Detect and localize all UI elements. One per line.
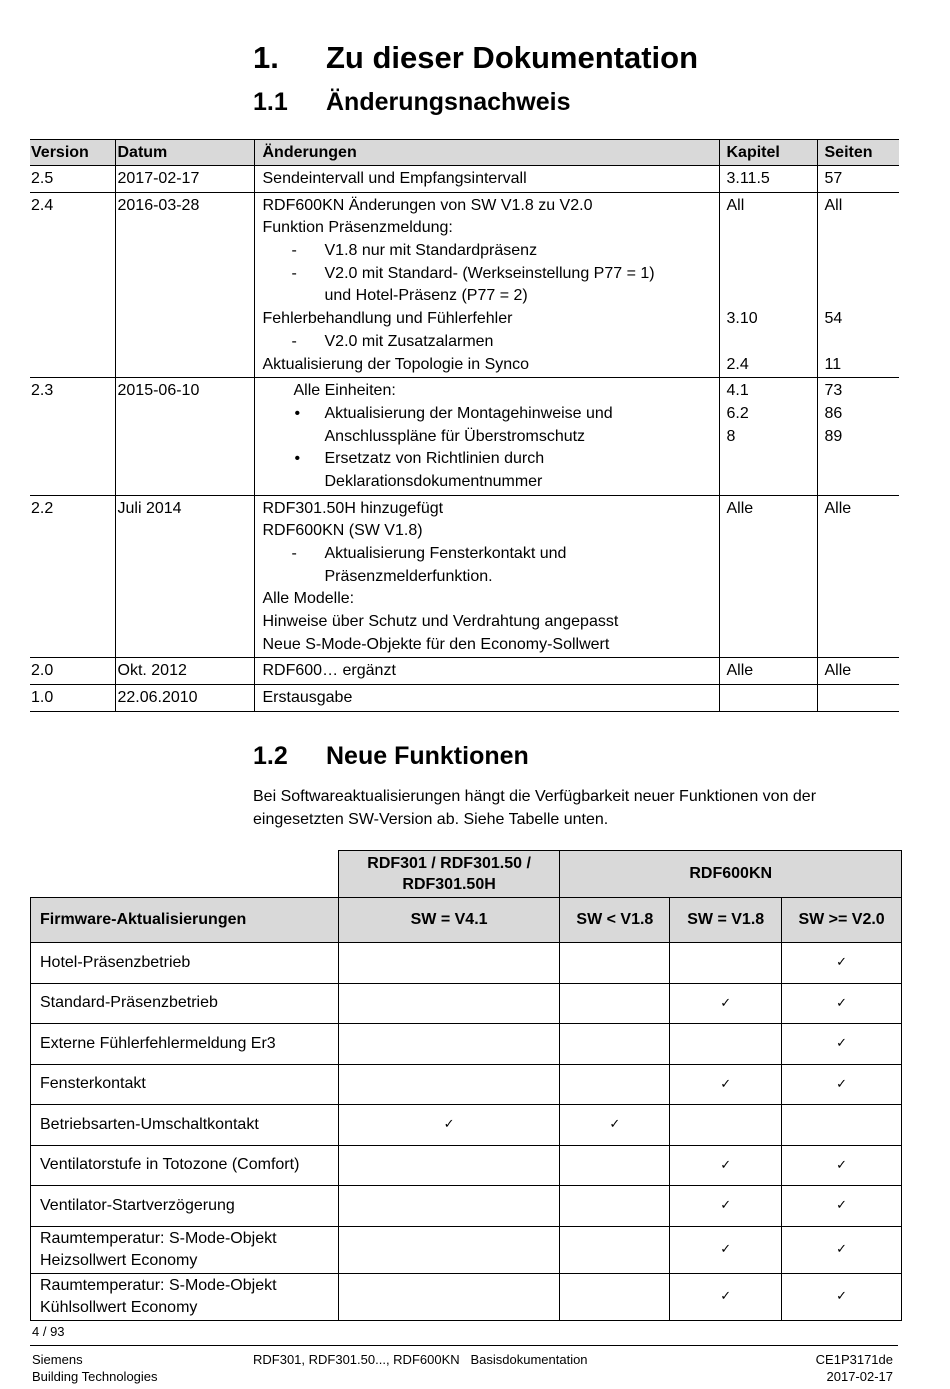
support-cell [560,983,670,1024]
change-line [263,263,717,286]
date-cell: 2017-02-17 [115,166,254,193]
feature-name: Raumtemperatur: S-Mode-Objekt [40,1229,277,1247]
change-line [263,471,717,494]
checkmark-icon: ✓ [836,1036,848,1052]
feature-name: Betriebsarten-Umschaltkontakt [40,1115,259,1133]
support-cell [782,1226,902,1273]
support-cell [560,1024,670,1065]
change-text: Alle Einheiten: [293,382,396,400]
empty-corner-cell [31,851,339,898]
section-number: 1.1 [253,88,288,116]
doc-date: 2017-02-17 [826,1369,893,1384]
date-cell: 2016-03-28 [115,192,254,378]
support-cell [338,1226,560,1273]
support-cell [782,1186,902,1227]
company-division: Building Technologies [32,1369,158,1384]
change-text: Sendeintervall und Empfangsintervall [262,170,527,187]
support-cell [560,1226,670,1273]
support-cell [670,943,782,984]
pages-value: 89 [824,427,843,445]
table-row [30,192,899,378]
checkmark-icon: ✓ [836,1157,848,1173]
checkmark-icon: ✓ [443,1117,455,1133]
change-line [263,403,717,426]
change-line [263,168,717,191]
dash-marker: - [291,264,297,282]
change-text: Alle Modelle: [262,590,355,608]
table-row [31,1186,902,1227]
version-header: SW >= V2.0 [782,898,902,943]
changes-cell [254,658,719,685]
support-cell [560,1186,670,1227]
support-cell [338,1105,560,1146]
table-row [31,943,902,984]
change-line [263,380,717,403]
support-cell [670,1226,782,1273]
feature-name-cell [31,943,339,984]
change-text: V2.0 mit Zusatzalarmen [324,332,494,350]
chapter-value: Alle [726,662,754,680]
feature-name: Kühlsollwert Economy [40,1298,198,1316]
changes-cell [254,685,719,712]
date-cell: 22.06.2010 [115,685,254,712]
chapter-value: 2.4 [726,355,749,373]
footer-doc-title: RDF301, RDF301.50..., RDF600KN Basisdokumentation [253,1352,588,1367]
change-line [263,331,717,354]
version-header: SW = V4.1 [338,898,560,943]
section-1-heading [253,40,698,76]
chapter-value: 6.2 [726,404,749,422]
intro-paragraph [253,786,816,831]
intro-line: eingesetzten SW-Version ab. Siehe Tabelle unten. [253,810,609,828]
pages-value: 57 [824,170,843,187]
change-line [263,634,717,657]
support-cell [338,1024,560,1065]
pages-value: 54 [824,310,843,328]
support-cell [338,943,560,984]
support-cell [560,1145,670,1186]
change-line [263,426,717,449]
change-text: Präsenzmelderfunktion. [324,567,493,585]
section-number: 1. [253,40,279,75]
feature-name: Standard-Präsenzbetrieb [40,994,218,1012]
table-row [30,685,899,712]
firmware-updates-header: Firmware-Aktualisierungen [31,898,339,943]
table-row [30,378,899,495]
change-text: Aktualisierung der Montagehinweise und [324,404,613,422]
feature-group-row [31,851,902,898]
support-cell [560,1064,670,1105]
pages-cell [817,192,899,378]
bullet-marker: • [294,450,301,468]
table-row [30,658,899,685]
change-text: RDF301.50H hinzugefügt [262,499,444,517]
chapter-cell [719,192,817,378]
support-cell [782,1105,902,1146]
column-header: Version [30,140,115,166]
support-cell [670,1186,782,1227]
changes-cell [254,166,719,193]
feature-name-cell [31,983,339,1024]
column-header: Kapitel [719,140,817,166]
change-line [263,611,717,634]
support-cell [782,983,902,1024]
feature-name-cell [31,1226,339,1273]
support-cell [782,1273,902,1320]
feature-name: Ventilator-Startverzögerung [40,1196,235,1214]
change-text: RDF600… ergänzt [262,662,396,680]
feature-name-cell [31,1105,339,1146]
chapter-cell [719,378,817,495]
support-cell [338,1145,560,1186]
section-1-2-heading [253,742,529,771]
change-text: Neue S-Mode-Objekte für den Economy-Sollwert [262,635,610,653]
change-text: Anschlusspläne für Überstromschutz [324,427,586,445]
change-text: Hinweise über Schutz und Verdrahtung angepasst [262,613,619,631]
pages-value: All [824,196,843,214]
section-title: Zu dieser Dokumentation [326,40,699,75]
table-row [31,1145,902,1186]
support-cell [782,943,902,984]
version-header: SW = V1.8 [670,898,782,943]
feature-name: Hotel-Präsenzbetrieb [40,953,191,971]
chapter-cell [719,495,817,658]
support-cell [560,1105,670,1146]
table-row [31,1105,902,1146]
dash-marker: - [291,545,297,563]
change-line [263,588,717,611]
chapter-value: 3.11.5 [726,170,770,187]
chapter-value: 3.10 [726,310,758,328]
change-line [263,195,717,218]
table-row [31,1024,902,1065]
pages-value: Alle [824,499,852,517]
pages-value: 86 [824,404,843,422]
support-cell [782,1024,902,1065]
feature-name-cell [31,1273,339,1320]
pages-value: 73 [824,382,843,400]
version-cell: 2.5 [30,166,115,193]
support-cell [338,983,560,1024]
feature-name-cell [31,1186,339,1227]
change-line [263,660,717,683]
date-cell: Juli 2014 [115,495,254,658]
change-line [263,308,717,331]
checkmark-icon: ✓ [720,995,732,1011]
footer-company [32,1351,158,1385]
checkmark-icon: ✓ [720,1288,732,1304]
dash-marker: - [291,332,297,350]
checkmark-icon: ✓ [836,1198,848,1214]
version-cell: 2.0 [30,658,115,685]
change-text: Aktualisierung Fensterkontakt und [324,545,567,563]
checkmark-icon: ✓ [720,1076,732,1092]
pages-cell [817,378,899,495]
revision-history-table [30,139,899,712]
change-text: Deklarationsdokumentnummer [324,472,543,490]
change-line [263,498,717,521]
checkmark-icon: ✓ [720,1198,732,1214]
section-title: Neue Funktionen [326,742,529,770]
checkmark-icon: ✓ [836,1288,848,1304]
changes-cell [254,495,719,658]
section-number: 1.2 [253,742,288,770]
table-row [31,983,902,1024]
change-text: Funktion Präsenzmeldung: [262,219,453,237]
change-line [263,448,717,471]
section-1-1-heading [253,88,571,117]
table-row [31,1064,902,1105]
feature-version-row [31,898,902,943]
pages-value: 11 [824,355,842,373]
change-text: Erstausgabe [262,689,353,707]
change-line [263,354,717,377]
bullet-marker: • [294,404,301,422]
support-cell [782,1145,902,1186]
change-line [263,285,717,308]
change-text: RDF600KN (SW V1.8) [262,522,423,540]
checkmark-icon: ✓ [836,1241,848,1257]
column-header: Seiten [817,140,899,166]
group-header-rdf600: RDF600KN [560,851,902,898]
table-row [31,1226,902,1273]
support-cell [670,1105,782,1146]
change-text: Aktualisierung der Topologie in Synco [262,355,530,373]
pages-cell [817,658,899,685]
table-header-row [30,140,899,166]
feature-name: Externe Fühlerfehlermeldung Er3 [40,1034,276,1052]
table-row [30,495,899,658]
change-text: Fehlerbehandlung und Fühlerfehler [262,310,513,328]
checkmark-icon: ✓ [836,995,848,1011]
feature-name: Heizsollwert Economy [40,1251,198,1269]
support-cell [338,1064,560,1105]
support-cell [670,1273,782,1320]
support-cell [560,1273,670,1320]
version-cell: 2.4 [30,192,115,378]
checkmark-icon: ✓ [836,955,848,971]
chapter-value: 8 [726,427,736,445]
table-row [31,1273,902,1320]
support-cell [560,943,670,984]
support-cell [338,1273,560,1320]
version-cell: 2.3 [30,378,115,495]
change-text: V1.8 nur mit Standardpräsenz [324,242,538,260]
chapter-value: All [726,196,745,214]
changes-cell [254,192,719,378]
version-cell: 2.2 [30,495,115,658]
checkmark-icon: ✓ [836,1076,848,1092]
section-title: Änderungsnachweis [326,88,571,116]
company-name: Siemens [32,1352,83,1367]
feature-table [30,850,902,1321]
version-cell: 1.0 [30,685,115,712]
support-cell [782,1064,902,1105]
feature-name-cell [31,1064,339,1105]
footer-rule [30,1345,898,1346]
changes-cell [254,378,719,495]
chapter-cell [719,685,817,712]
feature-name-cell [31,1145,339,1186]
support-cell [670,1024,782,1065]
footer-doc-meta [816,1351,893,1385]
table-row [30,166,899,193]
intro-line: Bei Softwareaktualisierungen hängt die Verfügbarkeit neuer Funktionen von der [253,788,817,805]
change-line [263,217,717,240]
pages-cell [817,685,899,712]
feature-name: Fensterkontakt [40,1075,146,1093]
checkmark-icon: ✓ [720,1157,732,1173]
change-line [263,520,717,543]
change-text: und Hotel-Präsenz (P77 = 2) [324,287,528,305]
change-text: V2.0 mit Standard- (Werkseinstellung P77 = 1) [324,264,655,282]
feature-name-cell [31,1024,339,1065]
change-line [263,687,717,710]
version-header: SW < V1.8 [560,898,670,943]
pages-value: Alle [824,662,852,680]
checkmark-icon: ✓ [609,1117,621,1133]
date-cell: Okt. 2012 [115,658,254,685]
support-cell [338,1186,560,1227]
change-text: Ersetzatz von Richtlinien durch [324,450,545,468]
change-line [263,543,717,566]
chapter-value: 4.1 [726,382,749,400]
chapter-cell [719,166,817,193]
feature-name: Ventilatorstufe in Totozone (Comfort) [40,1156,300,1174]
change-text: RDF600KN Änderungen von SW V1.8 zu V2.0 [262,196,593,214]
doc-id: CE1P3171de [815,1352,893,1367]
change-line [263,566,717,589]
pages-cell [817,166,899,193]
date-cell: 2015-06-10 [115,378,254,495]
column-header: Datum [115,140,254,166]
feature-name: Raumtemperatur: S-Mode-Objekt [40,1276,277,1294]
pages-cell [817,495,899,658]
chapter-value: Alle [726,499,754,517]
page-number: 4 / 93 [32,1324,65,1339]
support-cell [670,1064,782,1105]
group-header-rdf301: RDF301 / RDF301.50 / RDF301.50H [338,851,560,898]
chapter-cell [719,658,817,685]
support-cell [670,1145,782,1186]
change-line [263,240,717,263]
column-header: Änderungen [254,140,719,166]
checkmark-icon: ✓ [720,1241,732,1257]
support-cell [670,983,782,1024]
dash-marker: - [291,242,297,260]
